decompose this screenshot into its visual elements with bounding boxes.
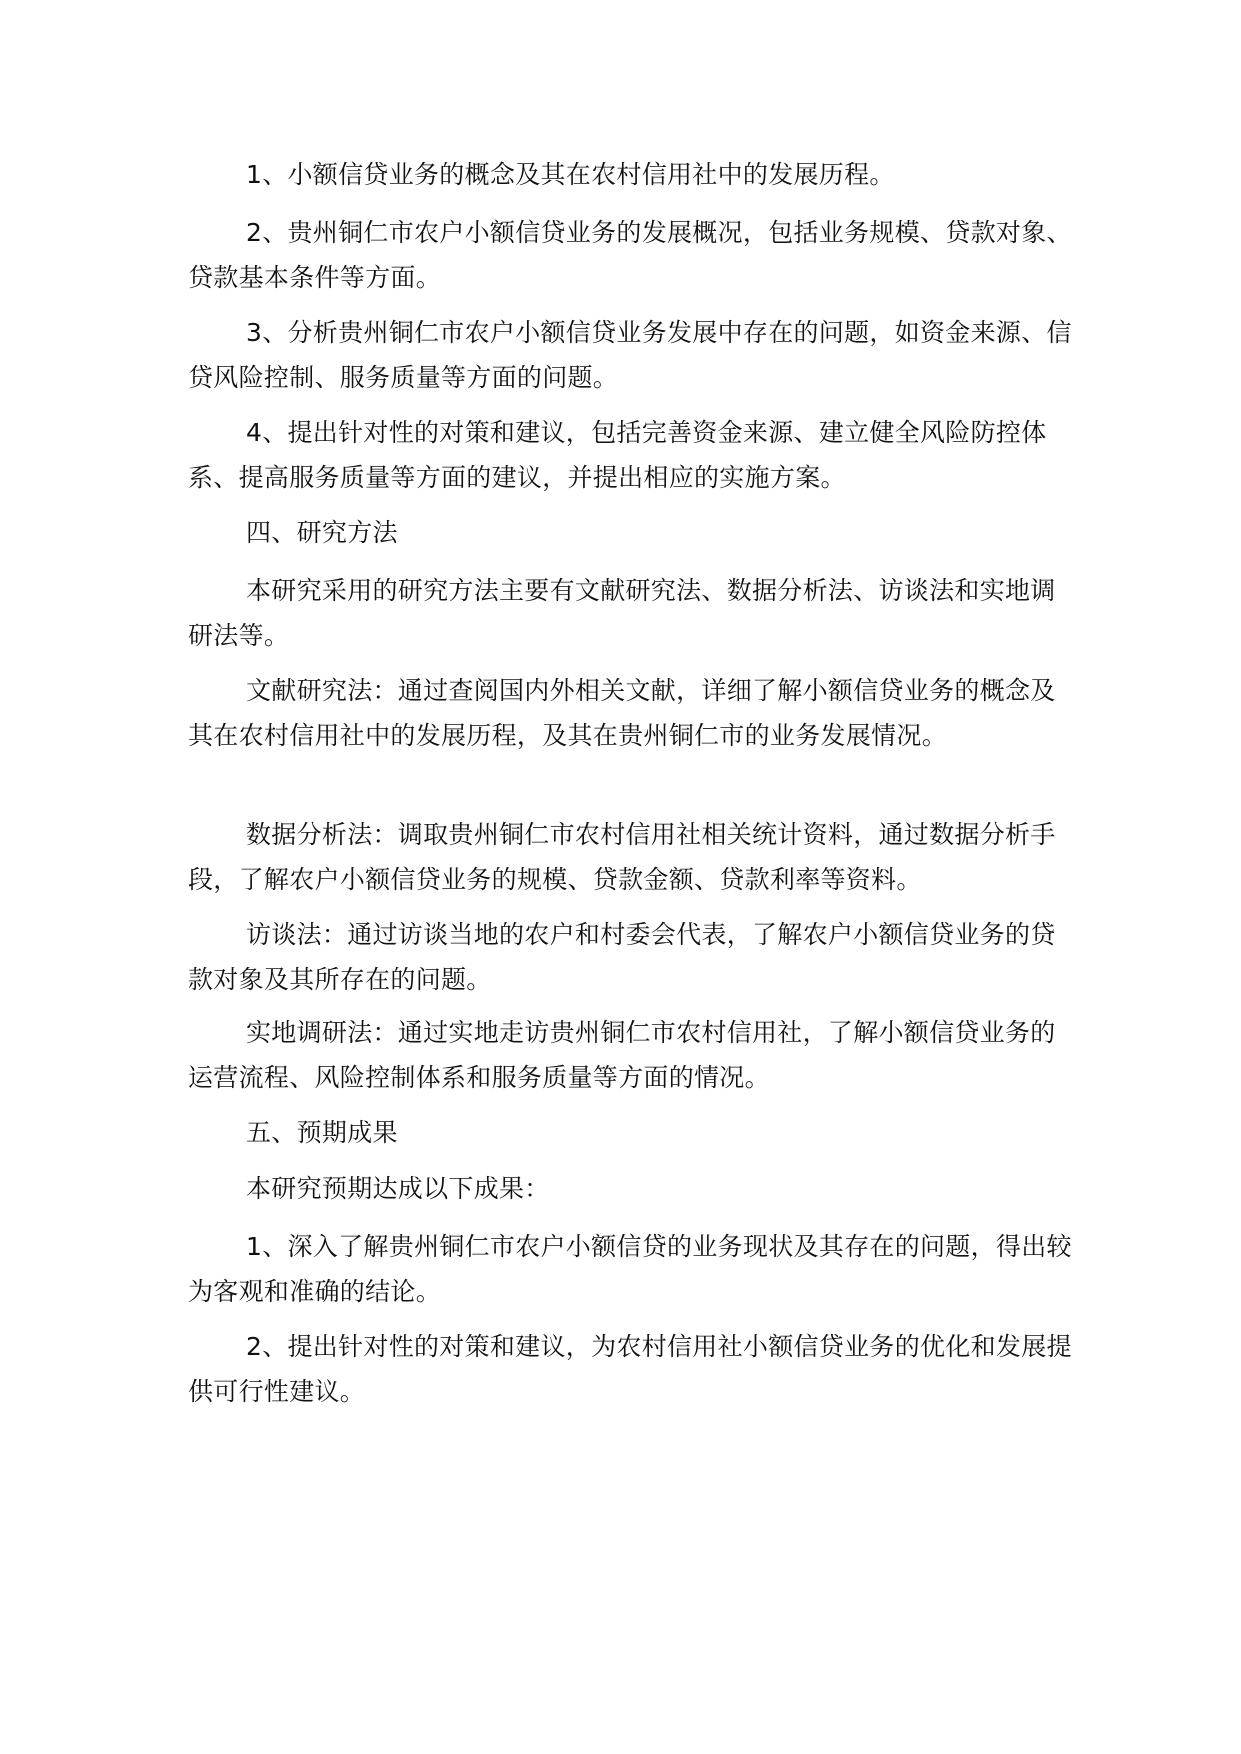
paragraph-outcomes-intro: 本研究预期达成以下成果： xyxy=(246,1174,550,1203)
list-item-outcome-2: 2、提出针对性的对策和建议，为农村信用社小额信贷业务的优化和发展提供可行性建议。 xyxy=(188,1332,1072,1406)
paragraph-field-method: 实地调研法：通过实地走访贵州铜仁市农村信用社，了解小额信贷业务的运营流程、风险控制体系和服务质量等方面的情况。 xyxy=(188,1018,1056,1092)
list-item-concept: 1、小额信贷业务的概念及其在农村信用社中的发展历程。 xyxy=(246,160,895,189)
list-item-overview: 2、贵州铜仁市农户小额信贷业务的发展概况，包括业务规模、贷款对象、贷款基本条件等方面。 xyxy=(188,218,1072,292)
paragraph-data-method: 数据分析法：调取贵州铜仁市农村信用社相关统计资料，通过数据分析手段，了解农户小额信贷业务的规模、贷款金额、贷款利率等资料。 xyxy=(188,820,1056,894)
paragraph-methods-intro: 本研究采用的研究方法主要有文献研究法、数据分析法、访谈法和实地调研法等。 xyxy=(188,576,1056,650)
section-heading-outcomes: 五、预期成果 xyxy=(246,1118,398,1147)
paragraph-interview-method: 访谈法：通过访谈当地的农户和村委会代表，了解农户小额信贷业务的贷款对象及其所存在的问题。 xyxy=(188,920,1056,994)
list-item-outcome-1: 1、深入了解贵州铜仁市农户小额信贷的业务现状及其存在的问题，得出较为客观和准确的结论。 xyxy=(188,1232,1072,1306)
list-item-countermeasures: 4、提出针对性的对策和建议，包括完善资金来源、建立健全风险防控体系、提高服务质量等方面的建议，并提出相应的实施方案。 xyxy=(188,418,1047,492)
section-heading-methods: 四、研究方法 xyxy=(246,518,398,547)
list-item-problems: 3、分析贵州铜仁市农户小额信贷业务发展中存在的问题，如资金来源、信贷风险控制、服务质量等方面的问题。 xyxy=(188,318,1072,392)
paragraph-literature-method: 文献研究法：通过查阅国内外相关文献，详细了解小额信贷业务的概念及其在农村信用社中的发展历程，及其在贵州铜仁市的业务发展情况。 xyxy=(188,676,1056,750)
